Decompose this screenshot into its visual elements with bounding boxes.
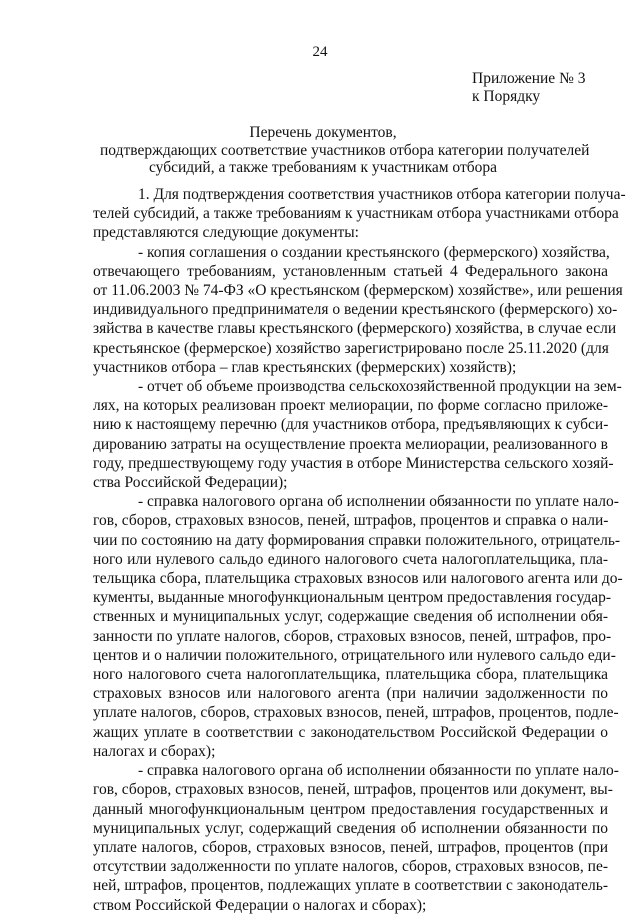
- text-line: зяйства в качестве главы крестьянского (фермерского) хозяйства, в случае если: [93, 320, 617, 338]
- text-line: страховых взносов или налогового агента (при наличии задолженности по: [93, 685, 608, 703]
- text-line: гов, сборов, страховых взносов, пеней, штрафов, процентов или документ, вы-: [93, 781, 613, 799]
- appendix-line-1: Приложение № 3: [472, 70, 586, 87]
- text-line: ного налогового счета налогоплательщика, плательщика сбора, плательщика: [93, 666, 608, 684]
- text-line: чии по состоянию на дату формирования справки положительного, отрицатель-: [93, 531, 621, 549]
- text-line: дированию затраты на осуществление проекта мелиорации, реализованного в: [93, 435, 608, 453]
- text-line: - отчет об объеме производства сельскохозяйственной продукции на зем-: [138, 378, 622, 396]
- list-item-paragraph: [93, 492, 623, 761]
- text-line: - справка налогового органа об исполнении обязанности по уплате нало-: [138, 493, 619, 511]
- list-item-paragraph: [93, 243, 623, 377]
- document-heading: [100, 124, 590, 177]
- text-line: ного или нулевого сальдо единого налогового счета налогоплательщика, пла-: [93, 550, 608, 568]
- text-line: муниципальных услуг, содержащий сведения об исполнении обязанности по: [93, 819, 608, 837]
- text-line: жащих уплате в соответствии с законодательством Российской Федерации о: [93, 723, 608, 741]
- text-line: участников отбора – глав крестьянских (фермерских) хозяйств);: [93, 358, 517, 376]
- document-body: [93, 185, 626, 915]
- page-number: 24: [312, 44, 328, 60]
- text-line: нию к настоящему перечню (для участников отбора, предъявляющих к субси-: [93, 416, 609, 434]
- text-line: ства Российской Федерации);: [93, 474, 288, 492]
- text-line: налогах и сборах);: [93, 742, 216, 760]
- text-line: 1. Для подтверждения соответствия участников отбора категории получа-: [138, 186, 626, 203]
- text-line: гов, сборов, страховых взносов, пеней, штрафов, процентов и справка о нали-: [93, 512, 609, 530]
- text-line: - копия соглашения о создании крестьянского (фермерского) хозяйства,: [138, 243, 610, 261]
- heading-line-3: субсидий, а также требованиям к участникам отбора: [148, 159, 498, 176]
- list-item-paragraph: [93, 377, 622, 492]
- text-line: представляются следующие документы:: [93, 224, 359, 242]
- intro-paragraph: [93, 185, 626, 243]
- heading-line-1: Перечень документов,: [249, 124, 397, 141]
- text-line: ственных и муниципальных услуг, содержащие сведения об исполнении обя-: [93, 608, 608, 626]
- text-line: ней, штрафов, процентов, подлежащих уплате в соответствии с законодатель-: [93, 877, 608, 895]
- text-line: от 11.06.2003 № 74-ФЗ «О крестьянском (фермерском) хозяйстве», или решения: [93, 282, 623, 300]
- text-line: телей субсидий, а также требованиям к участникам отбора участниками отбора: [93, 205, 619, 223]
- text-line: году, предшествующему году участия в отборе Министерства сельского хозяй-: [93, 454, 614, 472]
- text-line: уплате налогов, сборов, страховых взносов, пеней, штрафов, процентов (при: [93, 838, 608, 856]
- text-line: лях, на которых реализован проект мелиорации, по форме согласно приложе-: [93, 397, 608, 415]
- text-line: ством Российской Федерации о налогах и сборах);: [93, 896, 427, 914]
- text-line: данный многофункциональным центром предоставления государственных и: [93, 800, 608, 818]
- text-line: центов и о наличии положительного, отрицательного или нулевого сальдо еди-: [93, 646, 616, 664]
- heading-line-2: подтверждающих соответствие участников отбора категории получателей: [100, 141, 590, 159]
- appendix-label: [472, 70, 585, 106]
- text-line: тельщика сбора, плательщика страховых взносов или налогового агента или до-: [93, 570, 623, 588]
- text-line: крестьянское (фермерское) хозяйство зарегистрировано после 25.11.2020 (для: [93, 339, 609, 357]
- text-line: кументы, выданные многофункциональным центром предоставления государ-: [93, 589, 612, 607]
- text-line: уплате налогов, сборов, страховых взносов, пеней, штрафов, процентов, подле-: [93, 704, 619, 722]
- text-line: отвечающего требованиям, установленным статьей 4 Федерального закона: [93, 262, 608, 280]
- appendix-line-2: к Порядку: [472, 88, 541, 105]
- text-line: отсутствии задолженности по уплате налогов, сборов, страховых взносов, пе-: [93, 858, 608, 876]
- text-line: индивидуального предпринимателя о ведении крестьянского (фермерского) хо-: [93, 301, 618, 319]
- list-item-paragraph: [93, 761, 619, 915]
- text-line: занности по уплате налогов, сборов, страховых взносов, пеней, штрафов, про-: [93, 627, 612, 645]
- text-line: - справка налогового органа об исполнении обязанности по уплате нало-: [138, 762, 619, 780]
